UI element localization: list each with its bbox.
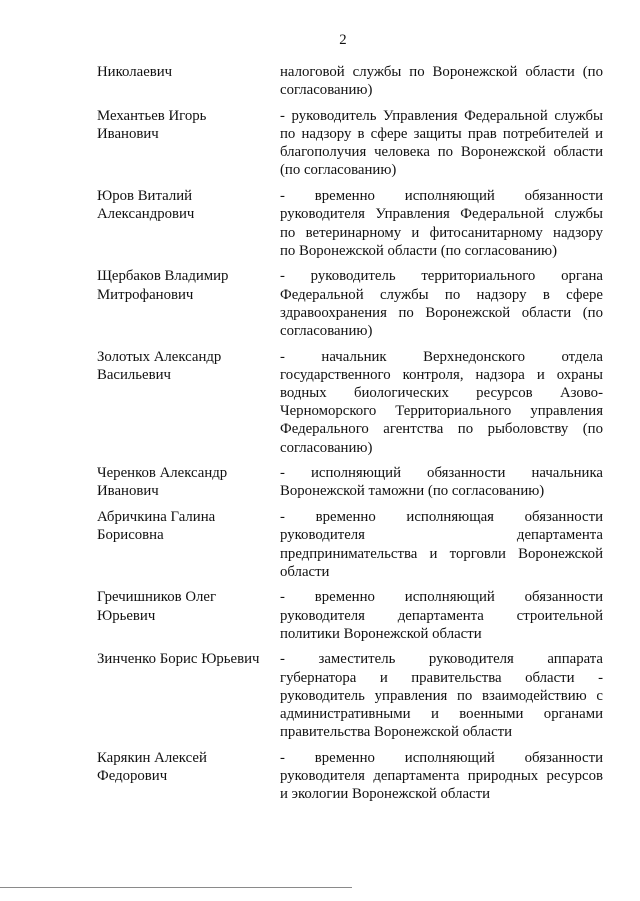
member-name <box>97 508 280 581</box>
member-role <box>280 348 603 457</box>
name-line: Зинченко Борис Юрьевич <box>97 651 260 668</box>
role-line: Воронежской таможни (по согласованию) <box>280 483 545 500</box>
role-line: руководитель управления по взаимодействию с <box>280 687 603 704</box>
name-line: Иванович <box>97 126 159 143</box>
role-line: - временно исполняющий обязанности <box>280 749 603 766</box>
member-name <box>97 464 280 500</box>
name-line: Щербаков Владимир <box>97 268 229 285</box>
role-line: по надзору в сфере защиты прав потребителей и <box>280 126 603 143</box>
name-line: Николаевич <box>97 64 173 80</box>
member-name <box>97 107 280 180</box>
member-entry <box>97 348 603 457</box>
role-line: - начальник Верхнедонского отдела <box>280 348 603 365</box>
role-line: политики Воронежской области <box>280 625 482 642</box>
role-line: и экологии Воронежской области <box>280 786 490 803</box>
role-line: (по согласованию) <box>280 162 397 179</box>
member-role <box>280 107 603 180</box>
scan-edge-divider <box>0 887 352 888</box>
member-role <box>280 63 603 99</box>
member-entry <box>97 749 603 804</box>
member-role <box>280 650 603 741</box>
member-role <box>280 508 603 581</box>
role-line: административными и военными органами <box>280 706 603 722</box>
member-role <box>280 749 603 804</box>
name-line: Митрофанович <box>97 286 194 303</box>
role-line: области <box>280 563 330 580</box>
name-line: Александрович <box>97 206 195 223</box>
role-line: Черноморского Территориального управления <box>280 403 603 420</box>
member-entry <box>97 650 603 741</box>
role-line: Федеральной службы по надзору в сфере <box>280 286 603 303</box>
role-line: государственного контроля, надзора и охраны <box>280 366 603 383</box>
role-line: по Воронежской области (по согласованию) <box>280 242 558 259</box>
member-entry <box>97 107 603 180</box>
role-line: губернатора и правительства области - <box>280 669 603 686</box>
member-entry <box>97 464 603 500</box>
role-line: согласованию) <box>280 322 373 339</box>
member-entry <box>97 588 603 643</box>
member-name <box>97 348 280 457</box>
name-line: Механтьев Игорь <box>97 107 207 124</box>
role-line: Федерального агентства по рыболовству (по <box>280 421 603 438</box>
member-entry <box>97 267 603 340</box>
name-line: Гречишников Олег <box>97 589 217 606</box>
member-name <box>97 63 280 99</box>
member-role <box>280 267 603 340</box>
member-name <box>97 749 280 804</box>
name-line: Юров Виталий <box>97 188 193 205</box>
name-line: Черенков Александр <box>97 465 228 482</box>
role-line: - заместитель руководителя аппарата <box>280 651 603 668</box>
name-line: Иванович <box>97 483 159 500</box>
name-line: Федорович <box>97 768 168 785</box>
role-line: согласованию) <box>280 82 373 99</box>
member-role <box>280 588 603 643</box>
members-list <box>97 63 603 811</box>
role-line: правительства Воронежской области <box>280 724 513 741</box>
role-line: водных биологических ресурсов Азово- <box>280 385 603 401</box>
role-line: - исполняющий обязанности начальника <box>280 465 603 482</box>
role-line: руководителя департамента природных ресурсов <box>280 768 603 785</box>
name-line: Золотых Александр <box>97 348 222 365</box>
member-name <box>97 588 280 643</box>
role-line: налоговой службы по Воронежской области (по <box>280 64 603 80</box>
member-entry <box>97 187 603 260</box>
name-line: Абричкина Галина <box>97 509 216 526</box>
role-line: - руководитель Управления Федеральной службы <box>280 107 603 124</box>
name-line: Борисовна <box>97 527 164 544</box>
role-line: - временно исполняющий обязанности <box>280 589 603 606</box>
role-line: руководителя департамента <box>280 527 603 544</box>
role-line: согласованию) <box>280 439 373 456</box>
name-line: Юрьевич <box>97 607 156 624</box>
role-line: - руководитель территориального органа <box>280 268 603 285</box>
role-line: - временно исполняющая обязанности <box>280 509 603 526</box>
name-line: Карякин Алексей <box>97 749 207 766</box>
role-line: благополучия человека по Воронежской области <box>280 144 603 161</box>
role-line: по ветеринарному и фитосанитарному надзору <box>280 224 603 241</box>
page-number: 2 <box>339 32 347 48</box>
member-name <box>97 650 280 741</box>
member-role <box>280 464 603 500</box>
member-entry <box>97 508 603 581</box>
role-line: здравоохранения по Воронежской области (по <box>280 304 603 321</box>
member-name <box>97 267 280 340</box>
role-line: предпринимательства и торговли Воронежской <box>280 545 603 562</box>
name-line: Васильевич <box>97 366 171 383</box>
role-line: руководителя департамента строительной <box>280 607 603 624</box>
role-line: - временно исполняющий обязанности <box>280 188 603 205</box>
member-entry <box>97 63 603 99</box>
member-name <box>97 187 280 260</box>
role-line: руководителя Управления Федеральной службы <box>280 206 603 223</box>
member-role <box>280 187 603 260</box>
